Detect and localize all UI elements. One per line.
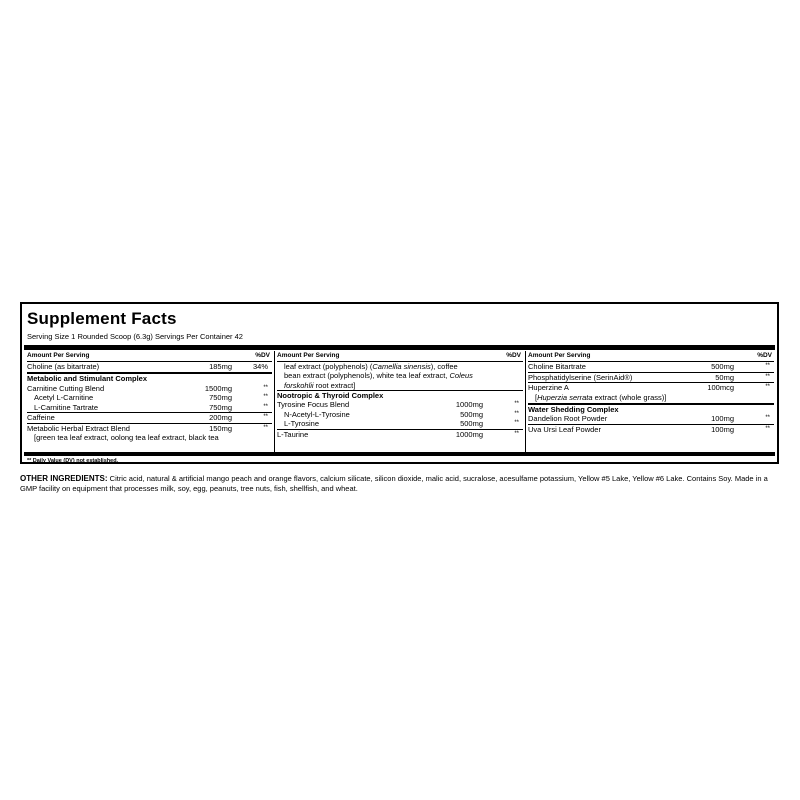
footnote: ** Daily Value (DV) not established. (27, 458, 119, 464)
supplement-facts-panel (20, 302, 779, 464)
nutrient-row: Choline Bitartrate 500mg ** (528, 362, 774, 373)
nutrient-row: Carnitine Cutting Blend 1500mg ** (27, 383, 268, 393)
ingredient-description: [green tea leaf extract, oolong tea leaf extract, black tea (34, 433, 219, 442)
column-header: Amount Per Serving %DV (277, 351, 523, 362)
column-divider (274, 351, 275, 452)
ingredient-description: leaf extract (polyphenols) (Camellia sinensis), coffee bean extract (polyphenols), white tea leaf extract, Coleus forskohlii root extract] (277, 362, 523, 391)
nutrient-row: L-Taurine 1000mg ** (277, 429, 519, 439)
nutrient-row: N-Acetyl-L-Tyrosine 500mg ** (284, 409, 519, 419)
section-heading: Metabolic and Stimulant Complex (27, 374, 148, 383)
facts-column-2 (277, 351, 523, 451)
serving-info: Serving Size 1 Rounded Scoop (6.3g) Servings Per Container 42 (27, 332, 243, 341)
ingredient-description: [Huperzia serrata extract (whole grass)] (528, 393, 774, 405)
nutrient-row: Phosphatidylserine (SerinAid®) 50mg ** (528, 373, 774, 384)
nutrient-row: Tyrosine Focus Blend 1000mg ** (277, 400, 519, 410)
nutrient-row: Metabolic Herbal Extract Blend 150mg ** (27, 423, 268, 433)
other-ingredients-text: Citric acid, natural & artificial mango peach and orange flavors, calcium silicate, silicon dioxide, malic acid, sucralose, acesulfame potassium, Yellow #5 Lake, Yellow #6 Lake. Contains Soy. Made in a GMP facility on equipment that processes milk, soy, egg, peanuts, tree nuts, fish, shellfish, and wheat. (20, 474, 768, 493)
column-divider (525, 351, 526, 452)
nutrient-row: L-Tyrosine 500mg ** (277, 419, 523, 430)
divider-thick (24, 345, 775, 350)
nutrient-row: Caffeine 200mg ** (27, 413, 272, 424)
panel-title: Supplement Facts (27, 309, 177, 328)
section-heading: Nootropic & Thyroid Complex (277, 390, 384, 400)
facts-column-3 (528, 351, 774, 451)
other-ingredients (20, 474, 785, 494)
dv-label: %DV (255, 352, 270, 359)
nutrient-row: L-Carnitine Tartrate 750mg ** (27, 403, 272, 414)
column-header (27, 351, 272, 362)
section-heading: Water Shedding Complex (528, 404, 619, 414)
facts-column-1 (27, 351, 272, 451)
other-ingredients-label: OTHER INGREDIENTS: (20, 474, 108, 483)
nutrient-row: Huperzine A 100mcg ** (528, 383, 770, 392)
nutrient-row: Dandelion Root Powder 100mg ** (528, 414, 774, 425)
nutrient-row: Uva Ursi Leaf Powder 100mg ** (528, 424, 770, 434)
column-header: Amount Per Serving %DV (528, 351, 774, 362)
divider-thick-bottom (24, 452, 775, 456)
amount-per-serving-label: Amount Per Serving (27, 352, 90, 359)
nutrient-row: Acetyl L-Carnitine 750mg ** (34, 393, 268, 402)
nutrient-row: Choline (as bitartrate) 185mg 34% (27, 362, 272, 374)
